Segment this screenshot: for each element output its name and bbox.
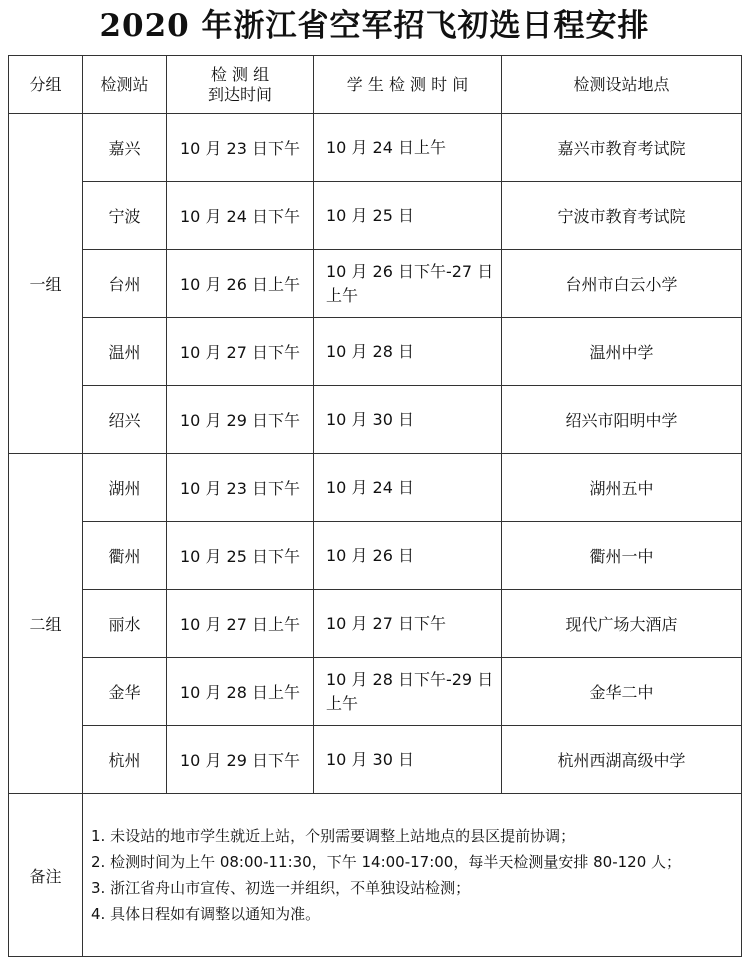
test-time-cell: 10 月 28 日下午-29 日上午 [314,658,502,726]
station-cell: 金华 [83,658,167,726]
test-time-cell: 10 月 26 日 [314,522,502,590]
station-cell: 宁波 [83,182,167,250]
schedule-table [8,55,742,957]
header-group: 分组 [9,56,83,114]
test-time-cell: 10 月 30 日 [314,726,502,794]
header-arrival-line2: 到达时间 [207,84,272,104]
arrival-cell: 10 月 23 日下午 [167,114,314,182]
group-cell: 一组 [9,114,83,454]
header-station: 检测站 [83,56,167,114]
test-time-cell: 10 月 26 日下午-27 日上午 [314,250,502,318]
test-time-cell: 10 月 30 日 [314,386,502,454]
location-cell: 湖州五中 [502,454,742,522]
location-cell: 台州市白云小学 [502,250,742,318]
table-row [9,522,742,590]
station-cell: 绍兴 [83,386,167,454]
station-cell: 衢州 [83,522,167,590]
table-row [9,250,742,318]
location-cell: 现代广场大酒店 [502,590,742,658]
table-row [9,658,742,726]
station-cell: 丽水 [83,590,167,658]
note-line: 3. 浙江省舟山市宣传、初选一并组织，不单独设站检测； [91,879,471,897]
station-cell: 杭州 [83,726,167,794]
test-time-cell: 10 月 27 日下午 [314,590,502,658]
header-row [9,56,742,114]
location-cell: 温州中学 [502,318,742,386]
arrival-cell: 10 月 27 日下午 [167,318,314,386]
note-line: 2. 检测时间为上午 08:00-11:30，下午 14:00-17:00，每半天检测量安排 80-120 人； [91,853,682,871]
group-cell: 二组 [9,454,83,794]
station-cell: 温州 [83,318,167,386]
header-student-time: 学 生 检 测 时 间 [314,56,502,114]
notes-content [83,794,742,957]
location-cell: 宁波市教育考试院 [502,182,742,250]
location-cell: 绍兴市阳明中学 [502,386,742,454]
station-cell: 台州 [83,250,167,318]
test-time-cell: 10 月 28 日 [314,318,502,386]
table-row [9,590,742,658]
test-time-cell: 10 月 24 日 [314,454,502,522]
location-cell: 金华二中 [502,658,742,726]
test-time-cell: 10 月 25 日 [314,182,502,250]
table-row [9,454,742,522]
arrival-cell: 10 月 29 日下午 [167,386,314,454]
arrival-cell: 10 月 23 日下午 [167,454,314,522]
header-arrival-line1: 检 测 组 [210,64,270,84]
table-row [9,318,742,386]
arrival-cell: 10 月 29 日下午 [167,726,314,794]
table-row [9,726,742,794]
table-row [9,386,742,454]
page-title: 2020 年浙江省空军招飞初选日程安排 [99,8,650,44]
test-time-cell: 10 月 24 日上午 [314,114,502,182]
table-row [9,114,742,182]
location-cell: 衢州一中 [502,522,742,590]
station-cell: 湖州 [83,454,167,522]
table-row [9,182,742,250]
note-line: 1. 未设站的地市学生就近上站，个别需要调整上站地点的县区提前协调； [91,827,576,845]
note-line: 4. 具体日程如有调整以通知为准。 [91,905,321,923]
arrival-cell: 10 月 24 日下午 [167,182,314,250]
schedule-body [9,114,742,794]
station-cell: 嘉兴 [83,114,167,182]
location-cell: 杭州西湖高级中学 [502,726,742,794]
arrival-cell: 10 月 28 日上午 [167,658,314,726]
arrival-cell: 10 月 26 日上午 [167,250,314,318]
location-cell: 嘉兴市教育考试院 [502,114,742,182]
notes-label: 备注 [9,794,83,957]
header-location: 检测设站地点 [502,56,742,114]
notes-row [9,794,742,957]
arrival-cell: 10 月 27 日上午 [167,590,314,658]
arrival-cell: 10 月 25 日下午 [167,522,314,590]
header-arrival [167,56,314,114]
